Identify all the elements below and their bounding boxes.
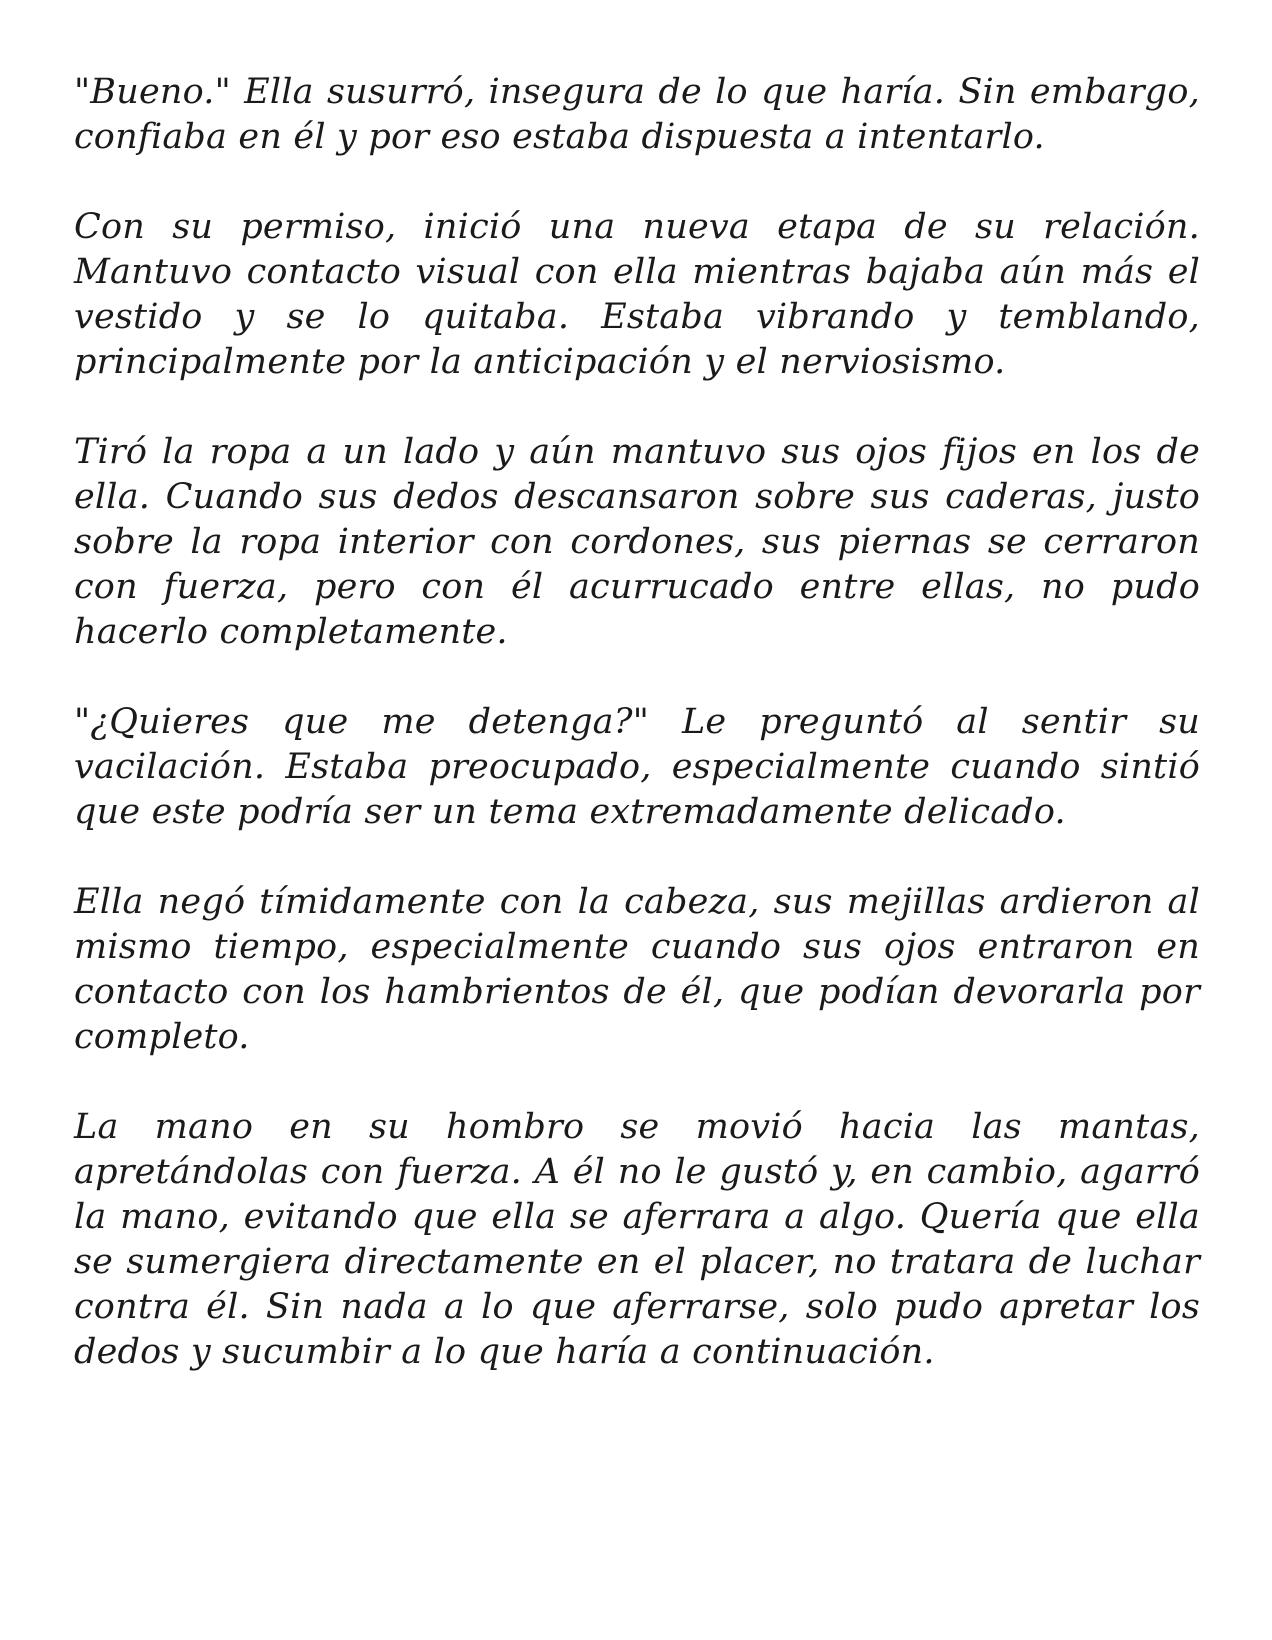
paragraph-4: "¿Quieres que me detenga?" Le preguntó al sentir su vacilación. Estaba preocupado, especialmente cuando sintió que este podría ser un tema extremadamente delicado. (74, 702, 1200, 832)
document-page (74, 70, 1200, 1375)
paragraph-1: "Bueno." Ella susurró, insegura de lo que haría. Sin embargo, confiaba en él y por eso estaba dispuesta a intentarlo. (74, 72, 1200, 157)
paragraph-2: Con su permiso, inició una nueva etapa de su relación. Mantuvo contacto visual con ella mientras bajaba aún más el vestido y se lo quitaba. Estaba vibrando y temblando, principalmente por la anticipación y el nerviosismo. (74, 207, 1200, 382)
paragraph-6: La mano en su hombro se movió hacia las mantas, apretándolas con fuerza. A él no le gustó y, en cambio, agarró la mano, evitando que ella se aferrara a algo. Quería que ella se sumergiera directamente en el placer, no tratara de luchar contra él. Sin nada a lo que aferrarse, solo pudo apretar los dedos y sucumbir a lo que haría a continuación. (74, 1107, 1200, 1372)
paragraph-3: Tiró la ropa a un lado y aún mantuvo sus ojos fijos en los de ella. Cuando sus dedos descansaron sobre sus caderas, justo sobre la ropa interior con cordones, sus piernas se cerraron con fuerza, pero con él acurrucado entre ellas, no pudo hacerlo completamente. (74, 432, 1200, 652)
paragraph-5: Ella negó tímidamente con la cabeza, sus mejillas ardieron al mismo tiempo, especialmente cuando sus ojos entraron en contacto con los hambrientos de él, que podían devorarla por completo. (74, 882, 1200, 1057)
